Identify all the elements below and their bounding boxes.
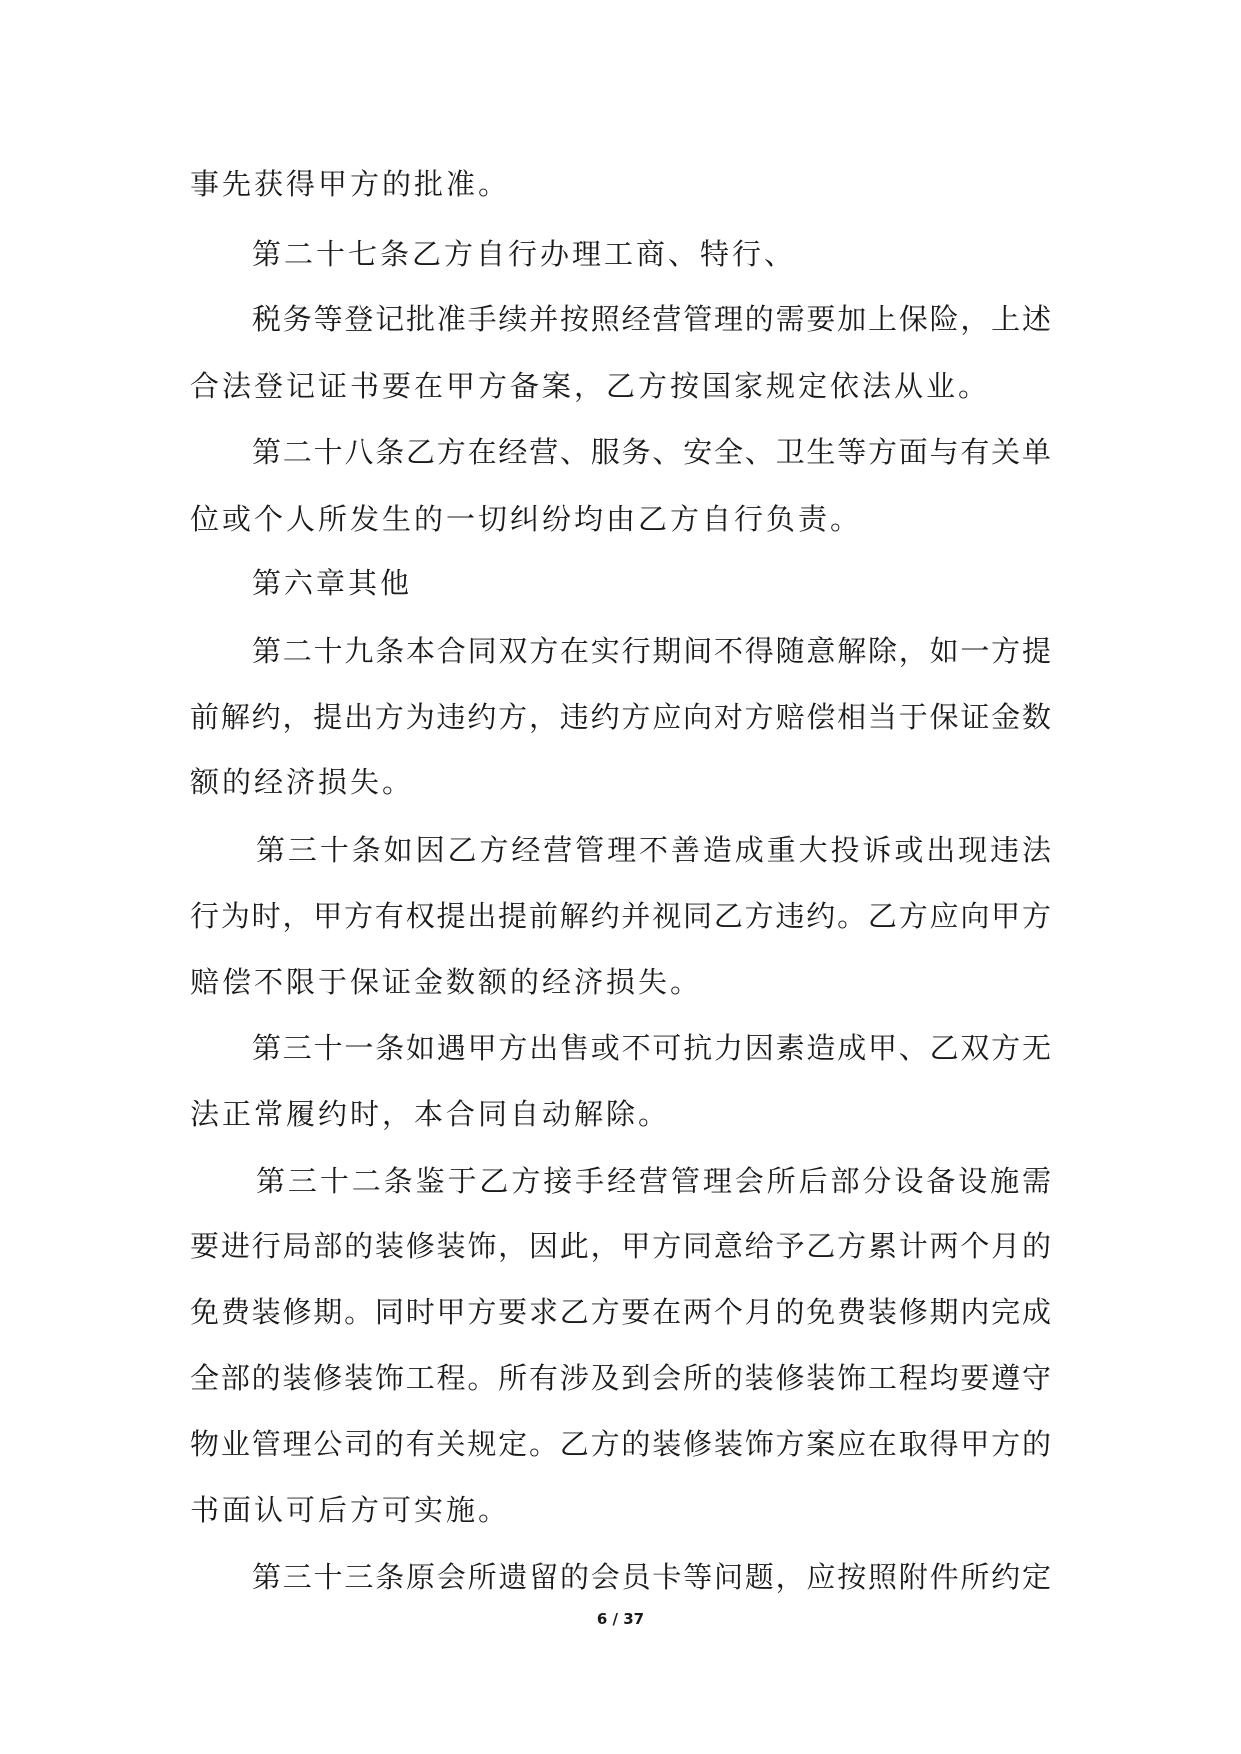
page-number: 6 / 37 — [596, 1610, 645, 1628]
text-line: 额的经济损失。 — [190, 765, 415, 799]
text-line: 法正常履约时，本合同自动解除。 — [190, 1097, 671, 1131]
text-line: 位或个人所发生的一切纠纷均由乙方自行负责。 — [190, 502, 863, 536]
text-line: 税务等登记批准手续并按照经营管理的需要加上保险，上述 — [252, 302, 1051, 336]
text-line: 全部的装修装饰工程。所有涉及到会所的装修装饰工程均要遵守 — [190, 1361, 1051, 1395]
text-line: 书面认可后方可实施。 — [190, 1493, 511, 1527]
text-line: 要进行局部的装修装饰，因此，甲方同意给予乙方累计两个月的 — [190, 1229, 1051, 1263]
text-line: 合法登记证书要在甲方备案，乙方按国家规定依法从业。 — [190, 369, 991, 403]
text-line: 第二十九条本合同双方在实行期间不得随意解除，如一方提 — [252, 634, 1051, 668]
text-line: 赔偿不限于保证金数额的经济损失。 — [190, 965, 703, 999]
text-line: 前解约，提出方为违约方，违约方应向对方赔偿相当于保证金数 — [190, 700, 1051, 734]
text-line: 物业管理公司的有关规定。乙方的装修装饰方案应在取得甲方的 — [190, 1427, 1051, 1461]
text-line: 免费装修期。同时甲方要求乙方要在两个月的免费装修期内完成 — [190, 1295, 1051, 1329]
text-line: 第二十七条乙方自行办理工商、特行、 — [252, 237, 797, 271]
text-line: 第三十一条如遇甲方出售或不可抗力因素造成甲、乙双方无 — [252, 1031, 1051, 1065]
text-line: 第六章其他 — [252, 566, 413, 600]
text-line: 第三十三条原会所遗留的会员卡等问题，应按照附件所约定 — [252, 1560, 1051, 1594]
text-line: 行为时，甲方有权提出提前解约并视同乙方违约。乙方应向甲方 — [190, 899, 1051, 933]
text-line: 第二十八条乙方在经营、服务、安全、卫生等方面与有关单 — [252, 435, 1051, 469]
text-line: 第三十条如因乙方经营管理不善造成重大投诉或出现违法 — [256, 833, 1051, 867]
text-line: 事先获得甲方的批准。 — [190, 167, 511, 201]
text-line: 第三十二条鉴于乙方接手经营管理会所后部分设备设施需 — [256, 1164, 1051, 1198]
